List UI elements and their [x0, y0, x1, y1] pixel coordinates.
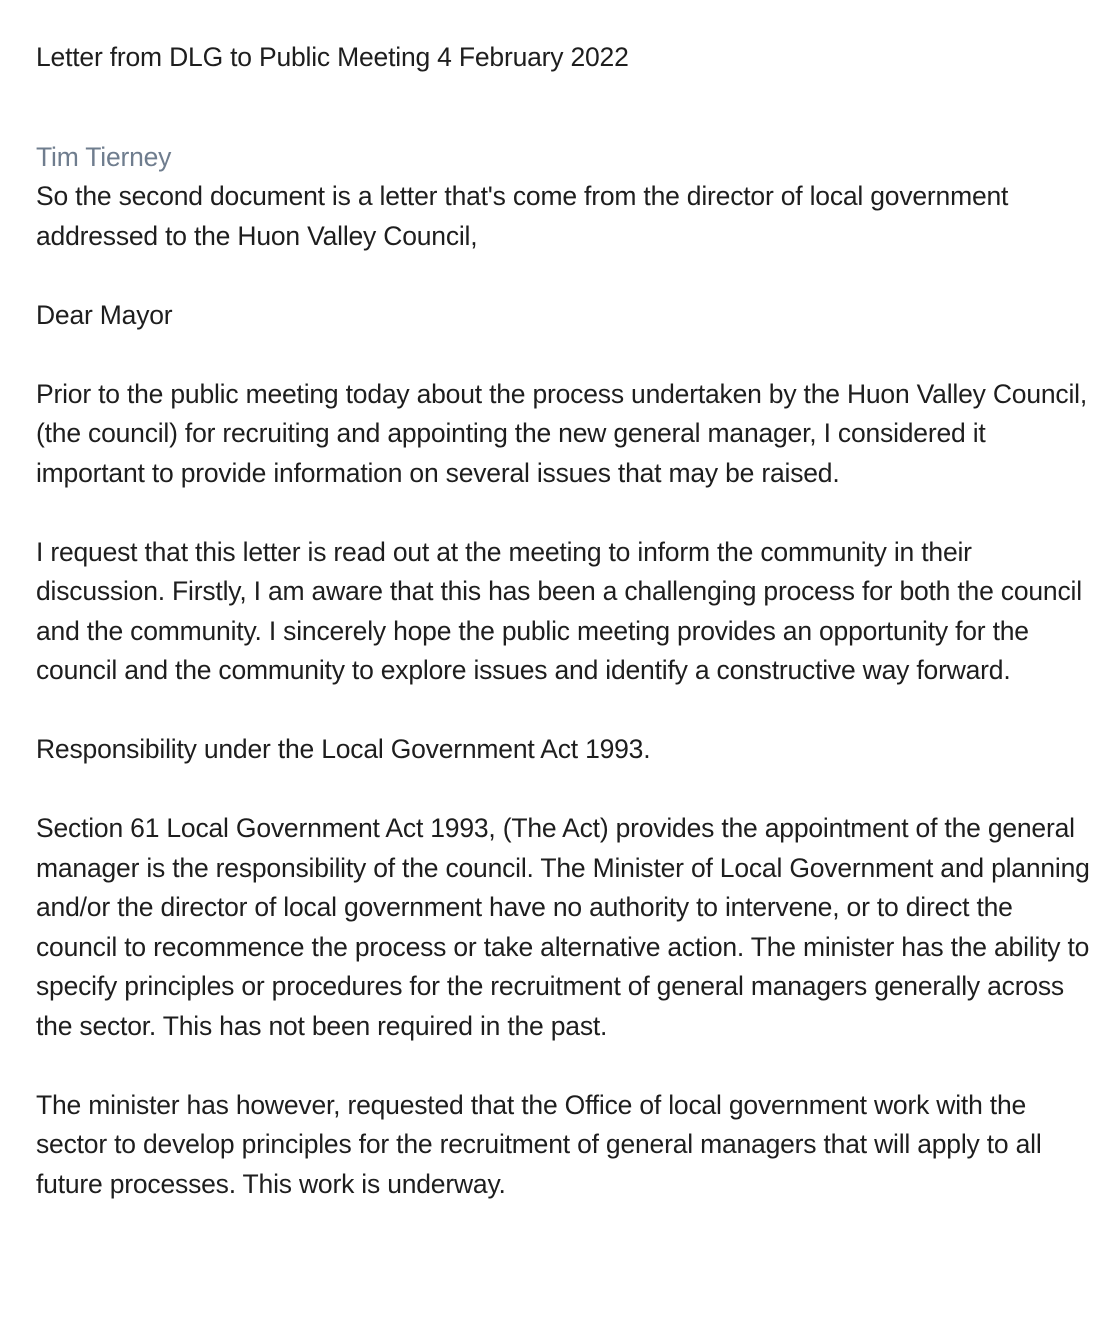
paragraph-request: I request that this letter is read out at the meeting to inform the community in their discussion. Firstly, I am aware that this has been a challenging process for both the council and the community. I sincerely hope the public meeting provides an opportunity for the council and the community to explore issues and identify a constructive way forward. [36, 536, 1082, 685]
paragraph-intro: So the second document is a letter that's come from the director of local government addressed to the Huon Valley Council, [36, 181, 1009, 251]
paragraph-responsibility-heading: Responsibility under the Local Government Act 1993. [36, 734, 651, 764]
paragraph-prior-to-meeting: Prior to the public meeting today about the process undertaken by the Huon Valley Council, (the council) for recruiting and appointing the new general manager, I considered it important to provide information on several issues that may be raised. [36, 378, 1087, 488]
paragraph-minister-request: The minister has however, requested that the Office of local government work with the sector to develop principles for the recruitment of general managers that will apply to all future processes. This work is underway. [36, 1089, 1042, 1199]
speaker-name: Tim Tierney [36, 141, 172, 172]
paragraph-section-61: Section 61 Local Government Act 1993, (The Act) provides the appointment of the general manager is the responsibility of the council. The Minister of Local Government and planning and/or the director of local government have no authority to intervene, or to direct the council to recommence the process or take alternative action. The minister has the ability to specify principles or procedures for the recruitment of general managers generally across the sector. This has not been required in the past. [36, 813, 1090, 1041]
document-title: Letter from DLG to Public Meeting 4 February 2022 [36, 42, 629, 72]
paragraph-salutation: Dear Mayor [36, 299, 173, 330]
transcript-page [36, 38, 1096, 1204]
